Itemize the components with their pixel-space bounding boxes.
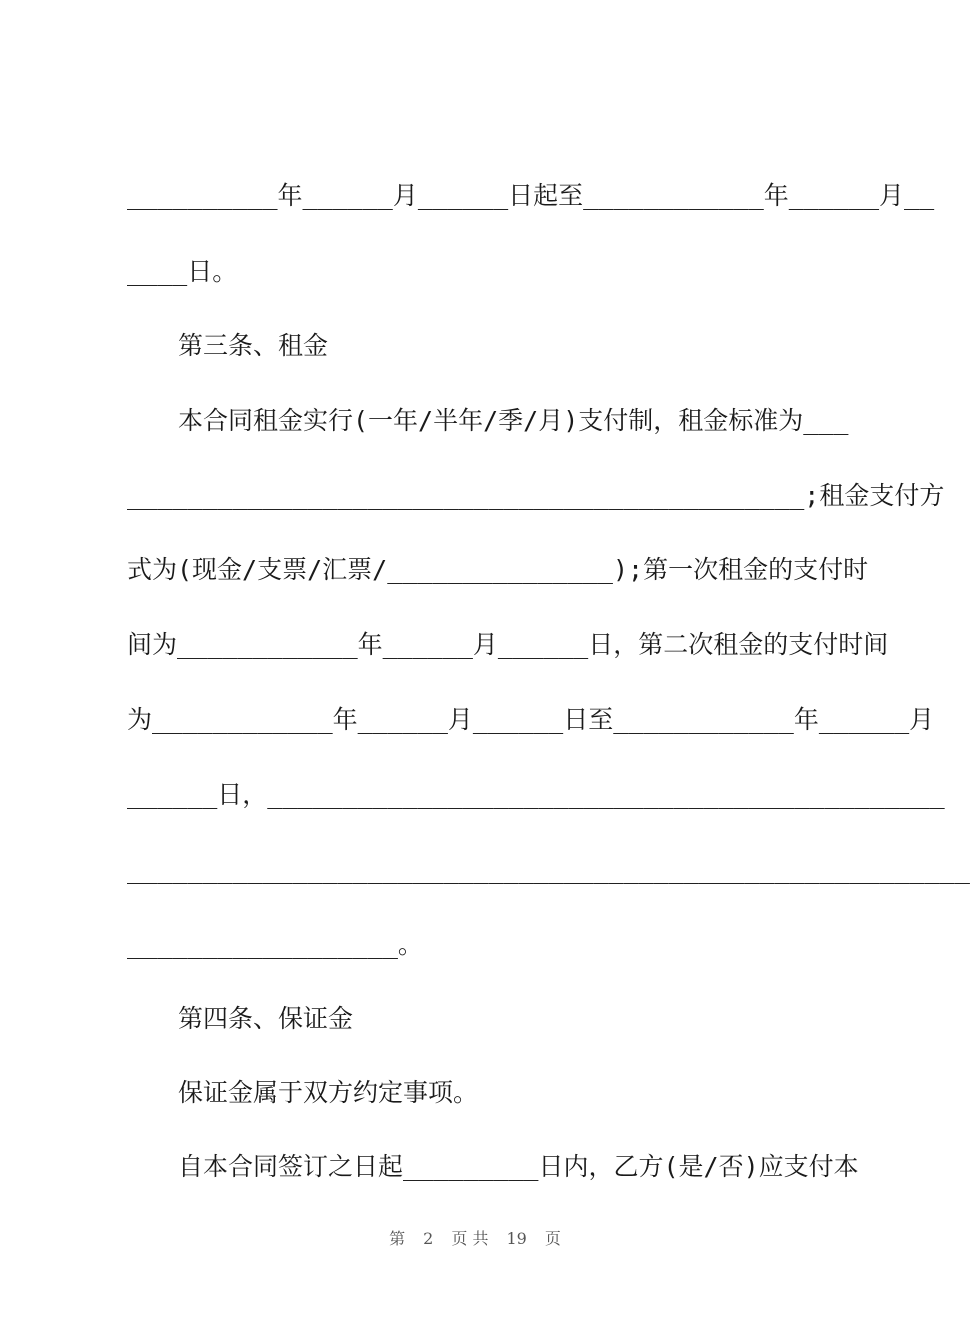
paragraph-line: 保证金属于双方约定事项。	[178, 1078, 479, 1107]
footer-label-di: 第	[389, 1229, 406, 1248]
paragraph-line: ______日，_____________________________________________	[127, 780, 945, 809]
paragraph-line: 为____________年______月______日至____________年______月	[127, 705, 935, 734]
paragraph-line: 式为(现金/支票/汇票/_______________);第一次租金的支付时	[127, 555, 869, 584]
paragraph-line: 间为____________年______月______日，第二次租金的支付时间	[127, 630, 889, 659]
footer-total-pages: 19	[506, 1229, 527, 1248]
footer-label-ye-gong: 页 共	[451, 1229, 489, 1248]
footer-page-number: 2	[423, 1229, 434, 1248]
paragraph-line: ____日。	[127, 257, 238, 286]
paragraph-line: 自本合同签订之日起_________日内，乙方(是/否)应支付本	[178, 1152, 859, 1181]
paragraph-line: _____________________________________________;租金支付方	[127, 481, 945, 510]
section-heading-rent: 第三条、租金	[178, 331, 329, 360]
footer-label-ye: 页	[544, 1229, 561, 1248]
paragraph-line: 本合同租金实行(一年/半年/季/月)支付制，租金标准为___	[178, 406, 849, 435]
section-heading-deposit: 第四条、保证金	[178, 1004, 354, 1033]
page-footer	[0, 1226, 950, 1249]
paragraph-line: ________________________________________________________	[127, 855, 970, 884]
paragraph-line: __________________。	[127, 930, 423, 959]
paragraph-line: __________年______月______日起至____________年______月__	[127, 181, 935, 210]
